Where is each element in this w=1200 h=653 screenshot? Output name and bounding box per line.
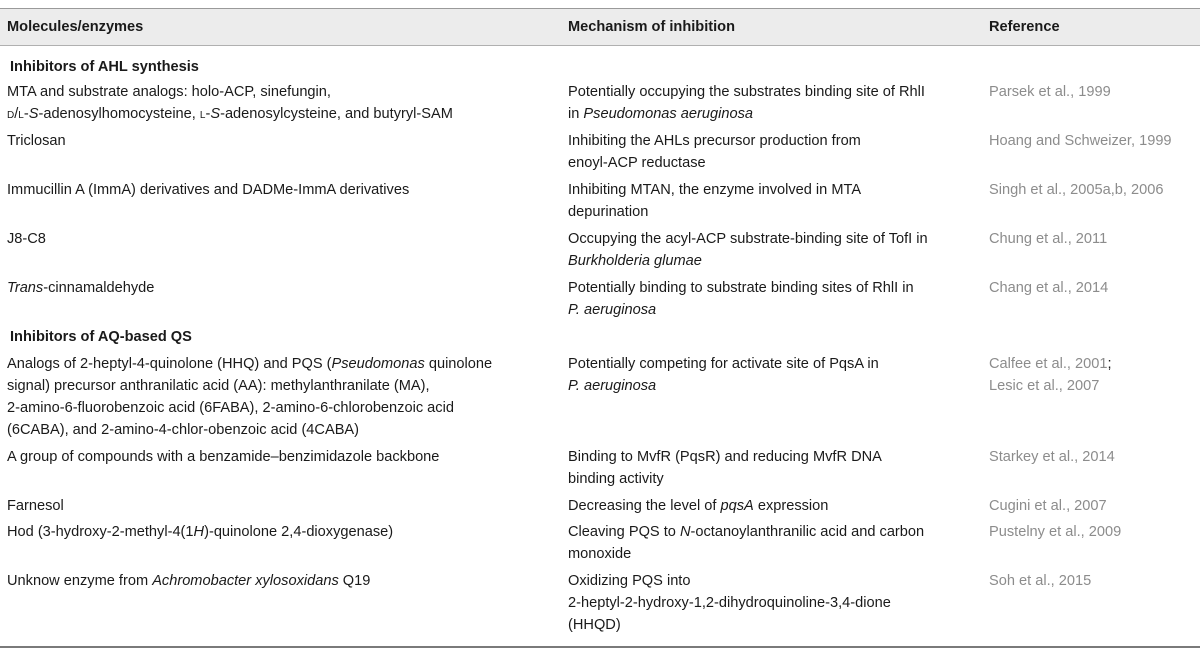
text-fragment: -cinnamaldehyde (43, 280, 155, 296)
table-row-reference (989, 353, 1112, 375)
table-row-molecule-continued: (6CABA), and 2-amino-4-chlor-obenzoic acid (4CABA) (7, 422, 360, 438)
text-fragment: / (14, 106, 19, 122)
table-row-mechanism (568, 495, 828, 517)
table-row-reference: Soh et al., 2015 (989, 573, 1092, 589)
text-fragment: Decreasing the level of (568, 498, 721, 514)
text-fragment: Pseudomonas (331, 356, 425, 372)
table-row-reference: Starkey et al., 2014 (989, 449, 1115, 465)
text-fragment: Q19 (338, 573, 371, 589)
table-row-molecule-continued: signal) precursor anthranilatic acid (AA): methylanthranilate (MA), (7, 378, 430, 394)
table-row-molecule (7, 570, 370, 592)
text-fragment: d (7, 106, 15, 122)
table-row-reference: Chang et al., 2014 (989, 280, 1109, 296)
table-row-mechanism-continued: depurination (568, 204, 649, 220)
text-fragment: Unknow enzyme from (7, 573, 153, 589)
table-row-reference: Singh et al., 2005a,b, 2006 (989, 182, 1164, 198)
table-row-reference-continued: Lesic et al., 2007 (989, 378, 1100, 394)
text-fragment: Calfee et al., 2001 (989, 356, 1108, 372)
table-row-mechanism-continued: enoyl-ACP reductase (568, 155, 706, 171)
column-header-reference: Reference (989, 19, 1060, 35)
text-fragment: in (568, 106, 584, 122)
text-fragment: )-quinolone 2,4-dioxygenase) (204, 524, 394, 540)
text-fragment: Trans (7, 280, 44, 296)
table-row-mechanism: Potentially competing for activate site of PqsA in (568, 356, 879, 372)
text-fragment: l (199, 106, 206, 122)
table-row-mechanism-continued (568, 375, 656, 397)
table-row-mechanism: Potentially binding to substrate binding sites of RhlI in (568, 280, 914, 296)
text-fragment: l (18, 106, 24, 122)
table-header-rule (0, 45, 1200, 46)
table-row-mechanism (568, 521, 924, 543)
text-fragment: S (28, 106, 39, 122)
table-row-molecule: Immucillin A (ImmA) derivatives and DADMe-ImmA derivatives (7, 182, 410, 198)
table-row-reference: Chung et al., 2011 (989, 231, 1108, 247)
table-row-mechanism: Inhibiting MTAN, the enzyme involved in MTA (568, 182, 862, 198)
table-row-mechanism: Binding to MvfR (PqsR) and reducing MvfR DNA (568, 449, 882, 465)
table-row-mechanism: Occupying the acyl-ACP substrate-binding site of TofI in (568, 231, 928, 247)
text-fragment: P. aeruginosa (568, 378, 657, 394)
table-row-molecule (7, 353, 492, 375)
text-fragment: P. aeruginosa (568, 302, 657, 318)
table-bottom-rule (0, 646, 1200, 648)
table-row-mechanism-continued: monoxide (568, 546, 632, 562)
text-fragment: expression (753, 498, 829, 514)
table-row-molecule: Triclosan (7, 133, 66, 149)
table-row-molecule: J8-C8 (7, 231, 46, 247)
table-row-molecule (7, 277, 154, 299)
text-fragment: S (210, 106, 221, 122)
table-row-molecule-continued: 2-amino-6-fluorobenzoic acid (6FABA), 2-amino-6-chlorobenzoic acid (7, 400, 454, 416)
text-fragment: Burkholderia glumae (568, 253, 702, 269)
text-fragment: -adenosylhomocysteine, (38, 106, 200, 122)
table-row-mechanism-continued (568, 103, 753, 125)
text-fragment: N (679, 524, 691, 540)
table-top-rule (0, 8, 1200, 9)
table-row-molecule-continued (7, 103, 453, 125)
table-row-mechanism: Inhibiting the AHLs precursor production from (568, 133, 861, 149)
text-fragment: Cleaving PQS to (568, 524, 680, 540)
column-header-molecules: Molecules/enzymes (7, 19, 144, 35)
table-row-reference: Cugini et al., 2007 (989, 498, 1107, 514)
text-fragment: pqsA (720, 498, 754, 514)
text-fragment: -adenosylcysteine, and butyryl-SAM (220, 106, 453, 122)
text-fragment: Hod (3-hydroxy-2-methyl-4(1 (7, 524, 194, 540)
text-fragment: H (193, 524, 205, 540)
text-fragment: ; (1107, 356, 1112, 372)
text-fragment: Analogs of 2-heptyl-4-quinolone (HHQ) and PQS ( (7, 356, 332, 372)
table-row-molecule: A group of compounds with a benzamide–benzimidazole backbone (7, 449, 440, 465)
table-row-reference: Hoang and Schweizer, 1999 (989, 133, 1172, 149)
table-row-mechanism: Oxidizing PQS into (568, 573, 691, 589)
table-row-mechanism-continued (568, 250, 702, 272)
column-header-mechanism: Mechanism of inhibition (568, 19, 736, 35)
table-row-molecule: Farnesol (7, 498, 64, 514)
text-fragment: - (23, 106, 29, 122)
text-fragment: - (205, 106, 211, 122)
text-fragment: quinolone (424, 356, 493, 372)
table-row-mechanism-continued: binding activity (568, 471, 664, 487)
table-row-mechanism-continued (568, 299, 656, 321)
text-fragment: Pseudomonas aeruginosa (583, 106, 753, 122)
table-row-mechanism: Potentially occupying the substrates binding site of RhlI (568, 84, 925, 100)
table-row-mechanism-continued: (HHQD) (568, 617, 621, 633)
table-row-mechanism-continued: 2-heptyl-2-hydroxy-1,2-dihydroquinoline-3,4-dione (568, 595, 891, 611)
text-fragment: -octanoylanthranilic acid and carbon (690, 524, 925, 540)
table-row-reference: Parsek et al., 1999 (989, 84, 1111, 100)
text-fragment: Achromobacter xylosoxidans (152, 573, 339, 589)
table-row-molecule: MTA and substrate analogs: holo-ACP, sinefungin, (7, 84, 331, 100)
section-heading-ahl: Inhibitors of AHL synthesis (10, 59, 199, 75)
table-row-molecule (7, 521, 393, 543)
section-heading-aq: Inhibitors of AQ-based QS (10, 329, 192, 345)
table-row-reference: Pustelny et al., 2009 (989, 524, 1122, 540)
